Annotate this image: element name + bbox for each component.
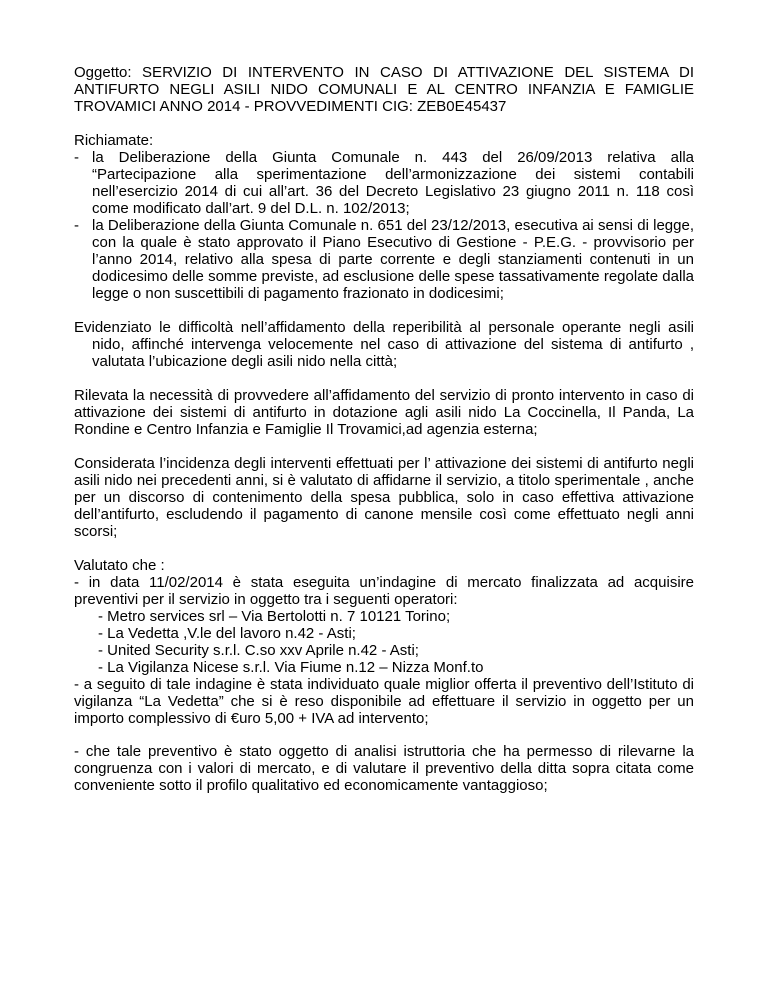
richiamate-item-text: la Deliberazione della Giunta Comunale n. 443 del 26/09/2013 relativa alla “Partecipazione alla sperimentazione dell’armonizzazione dei sistemi contabili nell’esercizio 2014 di cui all’art. 36 del Decreto Legislativo 23 giugno 2011 n. 118 così come modificato dall’art. 9 del D.L. n. 102/2013; — [92, 149, 694, 217]
operator-item: - Metro services srl – Via Bertolotti n. 7 10121 Torino; — [98, 608, 451, 625]
richiamate-item: - la Deliberazione della Giunta Comunale n. 651 del 23/12/2013, esecutiva ai sensi di legge, con la quale è stato approvato il Piano Esecutivo di Gestione - P.E.G. - provvisorio per l’anno 2014, relativo alla spesa di parte corrente e degli stanziamenti contenuti in un dodicesimo delle somme previste, ad esclusione delle spese tassativamente regolate dalla legge o non suscettibili di pagamento frazionato in dodicesimi; — [74, 217, 694, 302]
operator-item: - La Vedetta ,V.le del lavoro n.42 - Asti; — [98, 625, 356, 642]
operator-item: - United Security s.r.l. C.so xxv Aprile n.42 - Asti; — [98, 642, 419, 659]
analisi-paragraph: - che tale preventivo è stato oggetto di analisi istruttoria che ha permesso di rilevarne la congruenza con i valori di mercato, e di valutare il preventivo della ditta sopra citata come conveniente sotto il profilo qualitativo ed economicamente vantaggioso; — [74, 743, 694, 794]
considerata-paragraph: Considerata l’incidenza degli interventi effettuati per l’ attivazione dei sistemi di antifurto negli asili nido nei precedenti anni, si è valutato di affidarne il servizio, a titolo sperimentale , anche per un discorso di contenimento della spesa pubblica, solo in caso effettiva attivazione dell’antifurto, escludendo il pagamento di canone mensile così come effettuato negli anni scorsi; — [74, 455, 694, 540]
richiamate-item: - la Deliberazione della Giunta Comunale n. 443 del 26/09/2013 relativa alla “Partecipazione alla sperimentazione dell’armonizzazione dei sistemi contabili nell’esercizio 2014 di cui all’art. 36 del Decreto Legislativo 23 giugno 2011 n. 118 così come modificato dall’art. 9 del D.L. n. 102/2013; — [74, 149, 694, 217]
richiamate-heading: Richiamate: — [74, 132, 154, 149]
operators-list — [74, 608, 694, 676]
indagine-paragraph: - in data 11/02/2014 è stata eseguita un’indagine di mercato finalizzata ad acquisire preventivi per il servizio in oggetto tra i seguenti operatori: — [74, 574, 694, 608]
esito-paragraph: - a seguito di tale indagine è stata individuato quale miglior offerta il preventivo dell’Istituto di vigilanza “La Vedetta” che si è reso disponibile ad effettuare il servizio in oggetto per un importo complessivo di €uro 5,00 + IVA ad intervento; — [74, 676, 694, 727]
document-page — [74, 64, 694, 794]
richiamate-item-text: la Deliberazione della Giunta Comunale n. 651 del 23/12/2013, esecutiva ai sensi di legge, con la quale è stato approvato il Piano Esecutivo di Gestione - P.E.G. - provvisorio per l’anno 2014, relativo alla spesa di parte corrente e degli stanziamenti contenuti in un dodicesimo delle somme previste, ad esclusione delle spese tassativamente regolate dalla legge o non suscettibili di pagamento frazionato in dodicesimi; — [92, 217, 694, 302]
subject-line: Oggetto: SERVIZIO DI INTERVENTO IN CASO DI ATTIVAZIONE DEL SISTEMA DI ANTIFURTO NEGLI ASILI NIDO COMUNALI E AL CENTRO INFANZIA E FAMIGLIE TROVAMICI ANNO 2014 - PROVVEDIMENTI CIG: ZEB0E45437 — [74, 64, 694, 115]
evidenziato-paragraph: Evidenziato le difficoltà nell’affidamento della reperibilità al personale operante negli asili nido, affinché intervenga velocemente nel caso di attivazione del sistema di antifurto , valutata l’ubicazione degli asili nido nella città; — [74, 319, 694, 370]
operator-item: - La Vigilanza Nicese s.r.l. Via Fiume n.12 – Nizza Monf.to — [98, 659, 484, 676]
valutato-heading: Valutato che : — [74, 557, 165, 574]
rilevata-paragraph: Rilevata la necessità di provvedere all’affidamento del servizio di pronto intervento in caso di attivazione dei sistemi di antifurto in dotazione agli asili nido La Coccinella, Il Panda, La Rondine e Centro Infanzia e Famiglie Il Trovamici,ad agenzia esterna; — [74, 387, 694, 438]
